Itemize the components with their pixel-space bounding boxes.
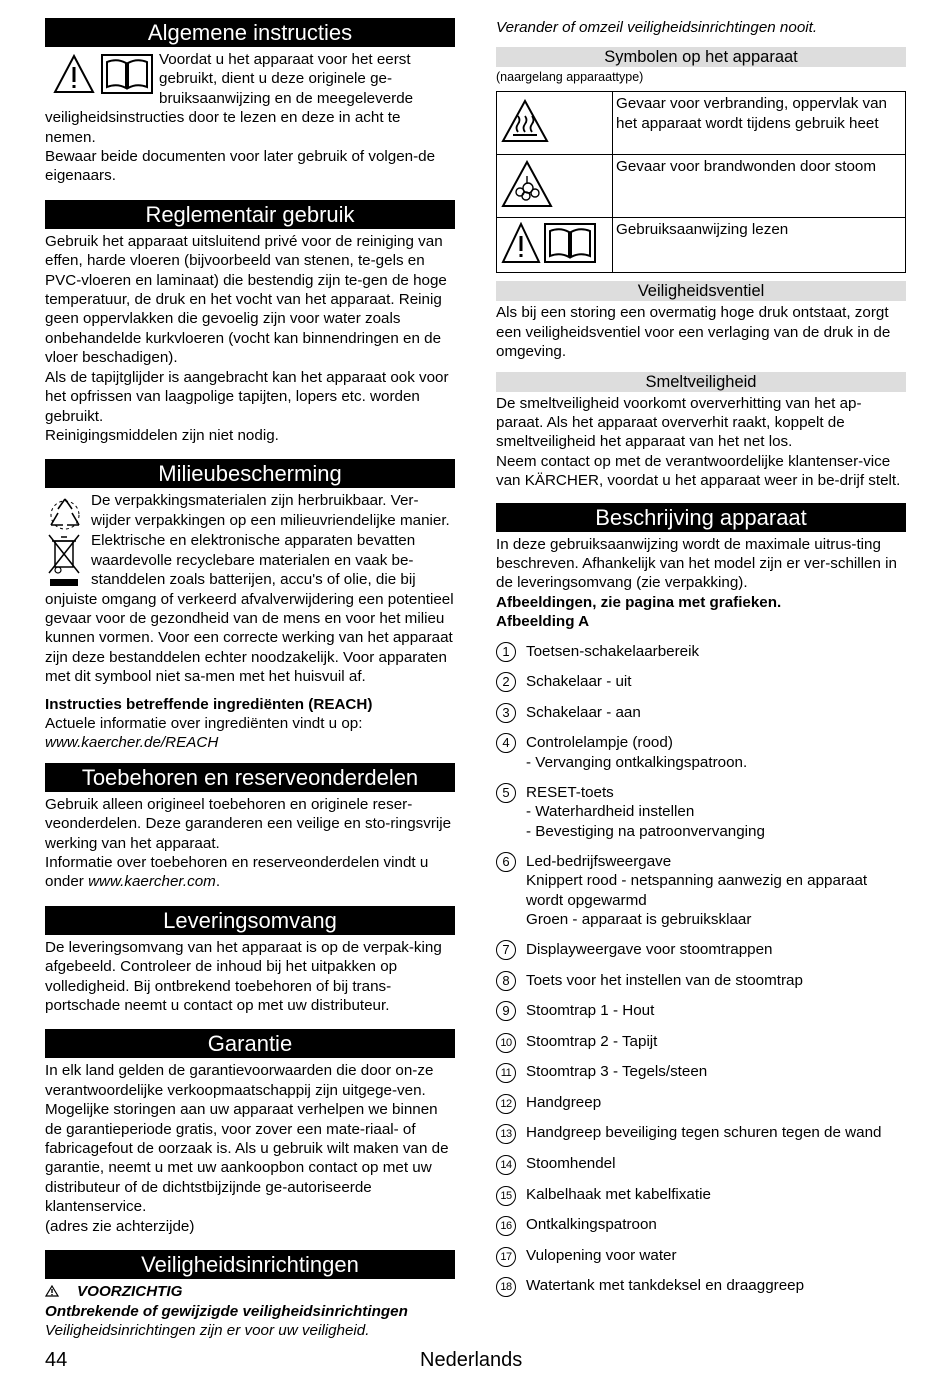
- item-number-badge: 1: [496, 642, 516, 662]
- warning-triangle-icon: [53, 54, 95, 94]
- item-line: Kalbelhaak met kabelfixatie: [526, 1185, 711, 1203]
- item-number-badge: 13: [496, 1124, 516, 1144]
- item-number-badge: 7: [496, 940, 516, 960]
- item-line: Toets voor het instellen van de stoomtrap: [526, 971, 803, 989]
- item-text: [526, 1062, 707, 1082]
- list-item: [496, 971, 906, 991]
- accessories-url: www.kaercher.com: [88, 873, 216, 891]
- device-description-text: In deze gebruiksaanwijzing wordt de maximale uitrus-ting beschreven. Afhankelijk van het model zijn er ver-schillen in de leveringsomvang (zie verpakking).: [496, 535, 897, 592]
- list-item: [496, 672, 906, 692]
- caution-text: Veiligheidsinrichtingen zijn er voor uw veiligheid.: [45, 1321, 370, 1339]
- reach-title: Instructies betreffende ingrediënten (REACH): [45, 695, 373, 713]
- item-number-badge: 8: [496, 971, 516, 991]
- heading-symbols: Symbolen op het apparaat: [496, 47, 906, 67]
- item-line: Handgreep: [526, 1093, 602, 1111]
- general-instructions-keep: Bewaar beide documenten voor later gebruik of volgen-de eigenaars.: [45, 148, 436, 185]
- item-line: Schakelaar - aan: [526, 703, 641, 721]
- item-line: Stoomtrap 2 - Tapijt: [526, 1032, 658, 1050]
- warranty-address: (adres zie achterzijde): [45, 1217, 195, 1235]
- general-instructions-block: [45, 50, 455, 186]
- symbol-text: Gebruiksaanwijzing lezen: [613, 218, 906, 273]
- item-text: [526, 1154, 616, 1174]
- item-number-badge: 9: [496, 1001, 516, 1021]
- item-text: [526, 852, 906, 930]
- list-item: [496, 1123, 906, 1143]
- item-line: Controlelampje (rood): [526, 734, 673, 752]
- heading-warranty: Garantie: [45, 1029, 455, 1058]
- hot-surface-icon: [501, 99, 549, 143]
- page-number: 44: [45, 1349, 68, 1371]
- thermal-fuse-text-2: Neem contact op met de verantwoordelijke klantenser-vice van KÄRCHER, voordat u het apparaat weer in be-drijf stelt.: [496, 452, 901, 490]
- list-item: [496, 1001, 906, 1021]
- item-text: [526, 1276, 804, 1296]
- symbol-row: [497, 92, 906, 155]
- safety-devices-intro: Verander of omzeil veiligheidsinrichtingen nooit.: [496, 19, 818, 36]
- item-number-badge: 14: [496, 1155, 516, 1175]
- heading-intended-use: Reglementair gebruik: [45, 200, 455, 229]
- item-number-badge: 15: [496, 1186, 516, 1206]
- caution-bold-text: Ontbrekende of gewijzigde veiligheidsinrichtingen: [45, 1302, 408, 1320]
- item-text: [526, 1185, 711, 1205]
- warning-triangle-icon: [45, 1285, 59, 1297]
- list-item: [496, 1093, 906, 1113]
- item-line: Displayweergave voor stoomtrappen: [526, 940, 773, 958]
- reach-text: Actuele informatie over ingrediënten vindt u op:: [45, 714, 363, 732]
- item-line: RESET-toets: [526, 783, 614, 801]
- intended-use-text-2: Als de tapijtglijder is aangebracht kan het apparaat ook voor het opfrissen van laagpolige tapijten, lopers etc. worden gebruikt.: [45, 368, 449, 425]
- item-line: Groen - apparaat is gebruiksklaar: [526, 910, 752, 928]
- list-item: [496, 733, 906, 772]
- item-line: Ontkalkingspatroon: [526, 1216, 657, 1234]
- environment-packaging-text: De verpakkingsmaterialen zijn herbruikbaar. Ver-wijder verpakkingen op een milieuvriendelijke manier.: [91, 492, 450, 529]
- parts-list: [496, 642, 906, 1297]
- list-item: [496, 783, 906, 841]
- list-item: [496, 1062, 906, 1082]
- item-number-badge: 2: [496, 672, 516, 692]
- heading-environment: Milieubescherming: [45, 459, 455, 488]
- item-text: [526, 1093, 601, 1113]
- symbol-row: [497, 218, 906, 273]
- item-line: - Vervanging ontkalkingspatroon.: [526, 753, 748, 771]
- caution-label: VOORZICHTIG: [45, 1282, 455, 1301]
- item-number-badge: 11: [496, 1063, 516, 1083]
- figures-note: Afbeeldingen, zie pagina met grafieken.: [496, 593, 782, 611]
- list-item: [496, 642, 906, 662]
- item-number-badge: 5: [496, 783, 516, 803]
- intended-use-text-1: Gebruik het apparaat uitsluitend privé voor de reiniging van effen, harde vloeren (bijvoorbeeld van stenen, te-gels en PVC-vloeren en laminaat) die bestendig zijn te-gen de hoge temperatuur, de druk en het vocht van het apparaat. Reinig geen oppervlakken die gevoelig zijn voor water zoals onbehandelde kurkvloeren (vocht kan binnendringen en de vloer beschadigen).: [45, 232, 447, 367]
- list-item: [496, 1215, 906, 1235]
- figure-a-label: Afbeelding A: [496, 613, 590, 631]
- safety-valve-text: Als bij een storing een overmatig hoge druk ontstaat, zorgt een veiligheidsventiel voor een verlaging van de druk in de omgeving.: [496, 304, 891, 361]
- right-column: [496, 18, 906, 1307]
- list-item: [496, 1154, 906, 1174]
- item-number-badge: 3: [496, 703, 516, 723]
- crossed-bin-icon: [47, 533, 81, 589]
- symbols-subtitle: (naargelang apparaattype): [496, 70, 644, 85]
- item-text: [526, 971, 803, 991]
- item-line: Vulopening voor water: [526, 1246, 677, 1264]
- heading-device-description: Beschrijving apparaat: [496, 503, 906, 532]
- left-column: [45, 18, 455, 1340]
- item-text: [526, 672, 632, 692]
- item-text: [526, 783, 765, 841]
- item-line: Stoomhendel: [526, 1155, 616, 1173]
- thermal-fuse-text-1: De smeltveiligheid voorkomt oververhitting van het ap-paraat. Als het apparaat oververhit raakt, koppelt de smeltveiligheid het apparaat van het net los.: [496, 394, 862, 451]
- item-line: Led-bedrijfsweergave: [526, 852, 672, 870]
- item-line: Knippert rood - netspanning aanwezig en apparaat wordt opgewarmd: [526, 872, 868, 909]
- reach-url: www.kaercher.de/REACH: [45, 734, 219, 752]
- list-item: [496, 852, 906, 930]
- read-manual-icon: [501, 222, 597, 264]
- general-icons: [53, 54, 153, 94]
- item-line: Handgreep beveiliging tegen schuren tegen de wand: [526, 1124, 882, 1142]
- item-text: [526, 1215, 657, 1235]
- heading-thermal-fuse: Smeltveiligheid: [496, 372, 906, 392]
- list-item: [496, 1246, 906, 1266]
- item-number-badge: 10: [496, 1033, 516, 1053]
- steam-hazard-icon: [501, 160, 553, 208]
- heading-scope-of-delivery: Leveringsomvang: [45, 906, 455, 935]
- item-text: [526, 940, 773, 960]
- accessories-text-2: Informatie over toebehoren en reserveonderdelen vindt u onder www.kaercher.com.: [45, 854, 429, 891]
- warranty-text: In elk land gelden de garantievoorwaarden die door on-ze verantwoordelijke verkoopmaatschappij zijn uitgege-ven. Mogelijke storingen aan uw apparaat verhelpen we binnen de garantieperiode gratis, voor zover een mate-riaal- of fabricagefout de oorzaak is. Als u gebruik wilt maken van de garantie, neemt u met uw aankoopbon contact op met uw distributeur of de dichtstbijzijnde ge-autoriseerde klantenservice.: [45, 1062, 449, 1216]
- recycle-icon: [45, 495, 85, 531]
- item-text: [526, 1001, 654, 1021]
- item-number-badge: 6: [496, 852, 516, 872]
- environment-packaging: [45, 491, 455, 531]
- item-number-badge: 12: [496, 1094, 516, 1114]
- item-text: [526, 1032, 657, 1052]
- item-text: [526, 733, 747, 772]
- list-item: [496, 1032, 906, 1052]
- intended-use-text-3: Reinigingsmiddelen zijn niet nodig.: [45, 426, 279, 444]
- item-text: [526, 642, 699, 662]
- item-number-badge: 16: [496, 1216, 516, 1236]
- item-line: Stoomtrap 1 - Hout: [526, 1002, 655, 1020]
- item-text: [526, 1246, 677, 1266]
- item-text: [526, 1123, 881, 1143]
- list-item: [496, 703, 906, 723]
- heading-safety-devices: Veiligheidsinrichtingen: [45, 1250, 455, 1279]
- symbol-text: Gevaar voor brandwonden door stoom: [613, 155, 906, 218]
- heading-general-instructions: Algemene instructies: [45, 18, 455, 47]
- environment-electronics-text: Elektrische en elektronische apparaten bevatten waardevolle recyclebare materialen en vaak be-standdelen zoals batterijen, accu's of olie, die bij onjuiste omgang of verkeerd afvalverwijdering een potentieel gevaar voor de gezondheid van de mens en voor het milieu kunnen vormen. Voor een correcte werking van het apparaat zijn deze bestanddelen echter noodzakelijk. Voor apparaten met dit symbool niet sa-men met het huisvuil af.: [45, 532, 454, 686]
- accessories-text-1: Gebruik alleen origineel toebehoren en originele reser-veonderdelen. Deze garanderen een veilige en sto-ringsvrije werking van het apparaat.: [45, 795, 452, 852]
- item-text: [526, 703, 641, 723]
- heading-safety-valve: Veiligheidsventiel: [496, 281, 906, 301]
- item-number-badge: 17: [496, 1247, 516, 1267]
- item-number-badge: 18: [496, 1277, 516, 1297]
- heading-accessories: Toebehoren en reserveonderdelen: [45, 763, 455, 792]
- read-manual-icon: [101, 54, 153, 94]
- item-line: - Bevestiging na patroonvervanging: [526, 822, 765, 840]
- item-line: Stoomtrap 3 - Tegels/steen: [526, 1063, 708, 1081]
- general-instructions-text: Voordat u het apparaat voor het eerst gebruikt, dient u deze originele ge-bruiksaanwijzing en de meegeleverde veiligheidsinstructies door te lezen en deze in acht te nemen.: [45, 51, 414, 146]
- list-item: [496, 1185, 906, 1205]
- item-line: Schakelaar - uit: [526, 673, 632, 691]
- list-item: [496, 940, 906, 960]
- item-line: - Waterhardheid instellen: [526, 803, 695, 821]
- footer-language: Nederlands: [420, 1349, 523, 1371]
- scope-of-delivery-text: De leveringsomvang van het apparaat is op de verpak-king afgebeeld. Controleer de inhoud bij het uitpakken op volledigheid. Bij ontbrekend toebehoren of bij trans-portschade neemt u contact op met uw distributeur.: [45, 938, 442, 1015]
- symbol-text: Gevaar voor verbranding, oppervlak van het apparaat wordt tijdens gebruik heet: [613, 92, 906, 155]
- environment-electronics: [45, 531, 455, 686]
- item-line: Watertank met tankdeksel en draaggreep: [526, 1277, 805, 1295]
- item-line: Toetsen-schakelaarbereik: [526, 642, 700, 660]
- symbol-row: [497, 155, 906, 218]
- list-item: [496, 1276, 906, 1296]
- symbols-table: [496, 91, 906, 273]
- item-number-badge: 4: [496, 733, 516, 753]
